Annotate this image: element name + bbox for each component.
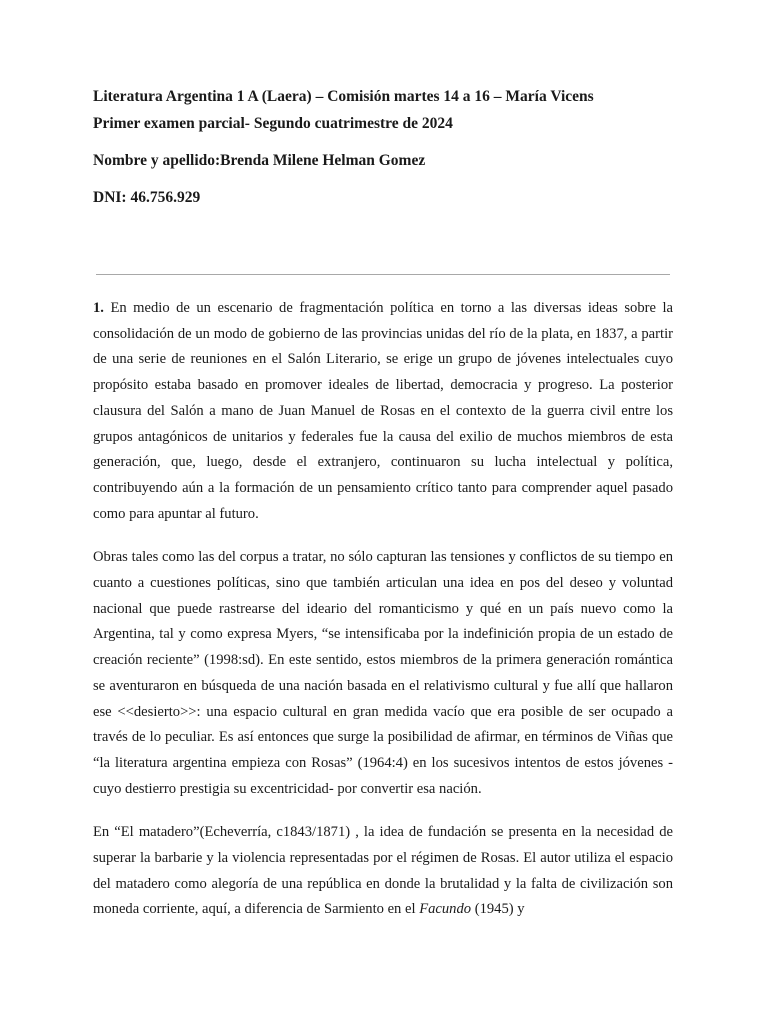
paragraph-3-text-end: (1945) y (471, 901, 525, 918)
course-title: Literatura Argentina 1 A (Laera) – Comisión martes 14 a 16 – María Vicens (93, 88, 594, 105)
student-dni: DNI: 46.756.929 (93, 189, 201, 206)
paragraph-3 (93, 820, 673, 923)
book-title-facundo: Facundo (419, 901, 472, 918)
paragraph-2: Obras tales como las del corpus a tratar, no sólo capturan las tensiones y conflictos de su tiempo en cuanto a cuestiones políticas, sino que también articulan una idea en pos del deseo y voluntad nacional que puede rastrearse del ideario del romanticismo y qué en un país nuevo como la Argentina, tal y como expresa Myers, “se intensificaba por la indefinición propia de un estado de creación reciente” (1998:sd). En este sentido, estos miembros de la primera generación romántica se aventuraron en búsqueda de una nación basada en el relativismo cultural y fue allí que hallaron ese <<desierto>>: una espacio cultural en gran medida vacío que era posible de ser ocupado a través de lo peculiar. Es así entonces que surge la posibilidad de afirmar, en términos de Viñas que “la literatura argentina empieza con Rosas” (1964:4) en los sucesivos intentos de estos jóvenes -cuyo destierro prestigia su excentricidad- por convertir esa nación. (93, 549, 673, 797)
exam-title: Primer examen parcial- Segundo cuatrimestre de 2024 (93, 115, 453, 132)
paragraph-1-text: En medio de un escenario de fragmentación política en torno a las diversas ideas sobre la consolidación de un modo de gobierno de las provincias unidas del río de la plata, en 1837, a partir de una serie de reuniones en el Salón Literario, se erige un grupo de jóvenes intelectuales cuyo propósito estaba basado en promover ideales de libertad, democracia y progreso. La posterior clausura del Salón a mano de Juan Manuel de Rosas en el contexto de la guerra civil entre los grupos antagónicos de unitarios y federales fue la causa del exilio de muchos miembros de esta generación, que, luego, desde el extranjero, continuaron su lucha intelectual y política, contribuyendo aún a la formación de un pensamiento crítico tanto para comprender aquel pasado como para apuntar al futuro. (93, 300, 673, 522)
exam-answer-body (93, 296, 673, 941)
paragraph-1 (93, 296, 673, 527)
question-number: 1. (93, 300, 104, 316)
paragraph-3-text-start: En “El matadero”(Echeverría, c1843/1871) , la idea de fundación se presenta en la necesidad de superar la barbarie y la violencia representadas por el régimen de Rosas. El autor utiliza el espacio del matadero como alegoría de una república en donde la brutalidad y la falta de civilización son moneda corriente, aquí, a diferencia de Sarmiento en el (93, 824, 673, 918)
student-name: Nombre y apellido:Brenda Milene Helman Gomez (93, 152, 426, 169)
horizontal-divider (96, 274, 670, 275)
